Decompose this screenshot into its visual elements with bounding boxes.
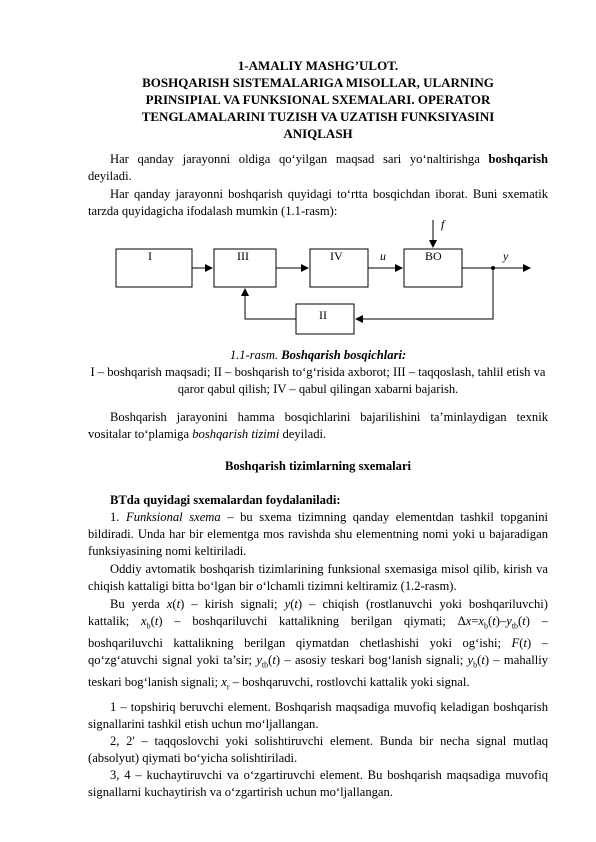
title-line: TENGLAMALARINI TUZISH VA UZATISH FUNKSIYASINI [141, 109, 495, 124]
block-i-label: I [148, 249, 152, 263]
caption-title: Boshqarish bosqichlari: [281, 348, 407, 362]
section-heading: Boshqarish tizimlarning sxemalari [224, 459, 412, 473]
bold-term: boshqarish [488, 152, 548, 166]
text: Boshqarish jarayonini hamma bosqichlarini bajarilishini ta’minlaydigan texnik vositalar to‘plamiga [88, 410, 548, 442]
label-y: y [503, 249, 509, 263]
block-ii-label: II [319, 308, 327, 322]
page-title [88, 57, 548, 142]
stage-diagram [0, 212, 596, 342]
system-definition [88, 409, 548, 443]
text: Har qanday jarayonni oldiga qo‘yilgan maqsad sari yo‘naltirishga [110, 152, 489, 166]
italic-term: boshqarish tizimi [192, 427, 280, 442]
caption-prefix: 1.1-rasm. [229, 348, 282, 362]
block-iv-label: IV [330, 249, 343, 263]
element-2-paragraph: 2, 2' – taqqoslovchi yoki solishtiruvchi element. Bunda bir necha signal mutlaq (absolyut) qiymati bo‘yicha solishtiriladi. [88, 734, 548, 766]
intro-paragraph-1 [88, 151, 548, 185]
text: 1. [110, 510, 126, 524]
text: deyiladi. [279, 427, 327, 442]
intro-paragraph-2: Har qanday jarayonni boshqarish quyidagi to‘rtta bosqichdan iborat. Buni sxematik tarzda quyidagicha ifodalash mumkin (1.1-rasm): [88, 187, 548, 219]
signals-paragraph: Bu yerda x(t) – kirish signali; y(t) – chiqish (rostlanuvchi yoki boshqariluvchi) kattalik; $x_b(t)$ – boshqariluvchi kattalikning berilgan qiymati; $\Delta x=x_b(t)-y_{tb}(t)$ – boshqariluvchi kattalikning berilgan qiymatdan chetlashishi yoki og‘ishi; F(t) – qo‘zg‘atuvchi signal yoki ta’sir; $y_{tb}(t)$ – asosiy teskari bog‘lanish signali; $y_b(t)$ – mahalliy teskari bog‘lanish signali; $x_r$ – boshqaruvchi, rostlovchi kattalik yoki signal. [88, 597, 549, 692]
title-line: BOSHQARISH SISTEMALARIGA MISOLLAR, ULARNING [142, 75, 494, 90]
figure-caption [80, 347, 556, 399]
title-line: ANIQLASH [283, 126, 353, 141]
block-bo-label: BO [425, 249, 442, 263]
block-iii-label: III [237, 249, 249, 263]
italic-term: Funksional sxema [126, 510, 221, 524]
caption-text: I – boshqarish maqsadi; II – boshqarish to‘g‘risida axborot; III – taqqoslash, tahlil etish va qaror qabul qilish; IV – qabul qilingan xabarni bajarish. [90, 365, 546, 397]
block-i [116, 249, 192, 287]
schemes-heading: BTda quyidagi sxemalardan foydalaniladi: [110, 493, 341, 507]
branch-point [491, 266, 495, 270]
functional-scheme-paragraph [88, 509, 548, 561]
example-paragraph: Oddiy avtomatik boshqarish tizimlarining funksional sxemasiga misol qilib, kirish va chiqish kattaligi bitta bo‘lgan bir o‘lchamli tizimni keltiramiz (1.2-rasm). [88, 562, 548, 594]
label-u: u [380, 249, 386, 263]
element-1-paragraph: 1 – topshiriq beruvchi element. Boshqarish maqsadiga muvofiq keladigan boshqarish signallarini tashkil etish uchun mo‘ljallangan. [88, 700, 548, 732]
text: deyiladi. [88, 169, 132, 184]
title-line: 1-AMALIY MASHG’ULOT. [237, 58, 399, 73]
text: – bu sxema tizimning qanday elementdan tashkil topganini bildiradi. Unda har bir elementga mos ravishda shu elementning nomi yoki u bajaradigan funksiyasining nomi keltiriladi. [88, 510, 549, 559]
element-3-paragraph: 3, 4 – kuchaytiruvchi va o‘zgartiruvchi element. Bu boshqarish maqsadiga muvofiq signallarni kuchaytirish va o‘zgartirish uchun mo‘ljallangan. [88, 768, 548, 800]
label-f: f [441, 217, 445, 231]
title-line: PRINSIPIAL VA FUNKSIONAL SXEMALARI. OPERATOR [145, 92, 491, 107]
